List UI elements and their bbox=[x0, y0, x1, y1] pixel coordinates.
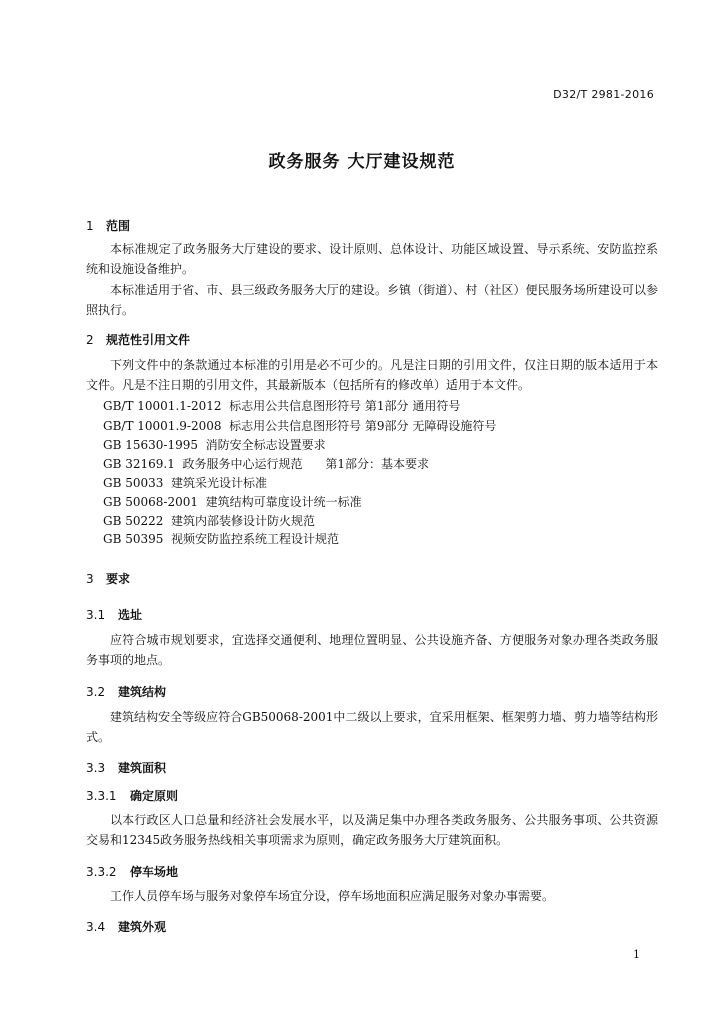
section-number: 3.3.1 bbox=[86, 789, 117, 803]
section-number: 3.4 bbox=[86, 920, 106, 934]
normative-reference: GB 50395 视频安防监控系统工程设计规范 bbox=[103, 532, 340, 546]
section-number: 1 bbox=[86, 219, 94, 233]
section-number: 3.3.2 bbox=[86, 865, 117, 879]
section-2-heading bbox=[86, 331, 190, 348]
section-3-heading bbox=[86, 570, 130, 587]
section-3-3-1-heading bbox=[86, 787, 178, 804]
section-3-4-heading bbox=[86, 918, 166, 935]
page-number: 1 bbox=[633, 948, 640, 961]
document-title: 政务服务 大厅建设规范 bbox=[268, 152, 456, 172]
section-title: 范围 bbox=[106, 219, 131, 233]
section-number: 3.2 bbox=[86, 685, 106, 699]
section-3-3-1-paragraph: 以本行政区人口总量和经济社会发展水平，以及满足集中办理各类政务服务、公共服务事项、公共资源交易和12345政务服务热线相关事项需求为原则，确定政务服务大厅建筑面积。 bbox=[86, 813, 658, 847]
section-title: 停车场地 bbox=[130, 865, 179, 879]
section-3-1-paragraph: 应符合城市规划要求，宜选择交通便利、地理位置明显、公共设施齐备、方便服务对象办理各类政务服务事项的地点。 bbox=[86, 633, 658, 667]
section-1-heading bbox=[86, 217, 130, 234]
normative-reference: GB/T 10001.9-2008 标志用公共信息图形符号 第9部分 无障碍设施符号 bbox=[103, 419, 497, 433]
section-3-2-heading bbox=[86, 683, 166, 700]
normative-reference: GB 50068-2001 建筑结构可靠度设计统一标准 bbox=[103, 495, 362, 509]
section-1-paragraph-2: 本标准适用于省、市、县三级政务服务大厅的建设。乡镇（街道）、村（社区）便民服务场所建设可以参照执行。 bbox=[86, 283, 658, 317]
normative-reference: GB 15630-1995 消防安全标志设置要求 bbox=[103, 438, 326, 452]
normative-reference: GB/T 10001.1-2012 标志用公共信息图形符号 第1部分 通用符号 bbox=[103, 399, 461, 413]
normative-reference: GB 50222 建筑内部装修设计防火规范 bbox=[103, 514, 316, 528]
section-title: 规范性引用文件 bbox=[106, 333, 191, 347]
section-1-paragraph-1: 本标准规定了政务服务大厅建设的要求、设计原则、总体设计、功能区域设置、导示系统、安防监控系统和设施设备维护。 bbox=[86, 242, 658, 276]
document-code: D32/T 2981-2016 bbox=[553, 88, 654, 101]
section-3-3-heading bbox=[86, 759, 166, 776]
section-number: 2 bbox=[86, 333, 94, 347]
section-3-3-2-heading bbox=[86, 863, 178, 880]
section-3-1-heading bbox=[86, 606, 142, 623]
section-title: 建筑面积 bbox=[118, 761, 167, 775]
section-title: 建筑外观 bbox=[118, 920, 167, 934]
normative-reference: GB 32169.1 政务服务中心运行规范 第1部分：基本要求 bbox=[103, 457, 429, 471]
section-title: 要求 bbox=[106, 572, 131, 586]
section-3-3-2-paragraph: 工作人员停车场与服务对象停车场宜分设，停车场地面积应满足服务对象办事需要。 bbox=[110, 889, 555, 903]
section-number: 3.1 bbox=[86, 608, 106, 622]
section-number: 3.3 bbox=[86, 761, 106, 775]
section-number: 3 bbox=[86, 572, 94, 586]
normative-reference: GB 50033 建筑采光设计标准 bbox=[103, 476, 268, 490]
section-2-paragraph-1: 下列文件中的条款通过本标准的引用是必不可少的。凡是注日期的引用文件，仅注日期的版本适用于本文件。凡是不注日期的引用文件，其最新版本（包括所有的修改单）适用于本文件。 bbox=[86, 358, 658, 392]
section-title: 确定原则 bbox=[130, 789, 179, 803]
section-3-2-paragraph: 建筑结构安全等级应符合GB50068-2001中二级以上要求，宜采用框架、框架剪力墙、剪力墙等结构形式。 bbox=[86, 710, 658, 744]
section-title: 选址 bbox=[118, 608, 143, 622]
section-title: 建筑结构 bbox=[118, 685, 167, 699]
